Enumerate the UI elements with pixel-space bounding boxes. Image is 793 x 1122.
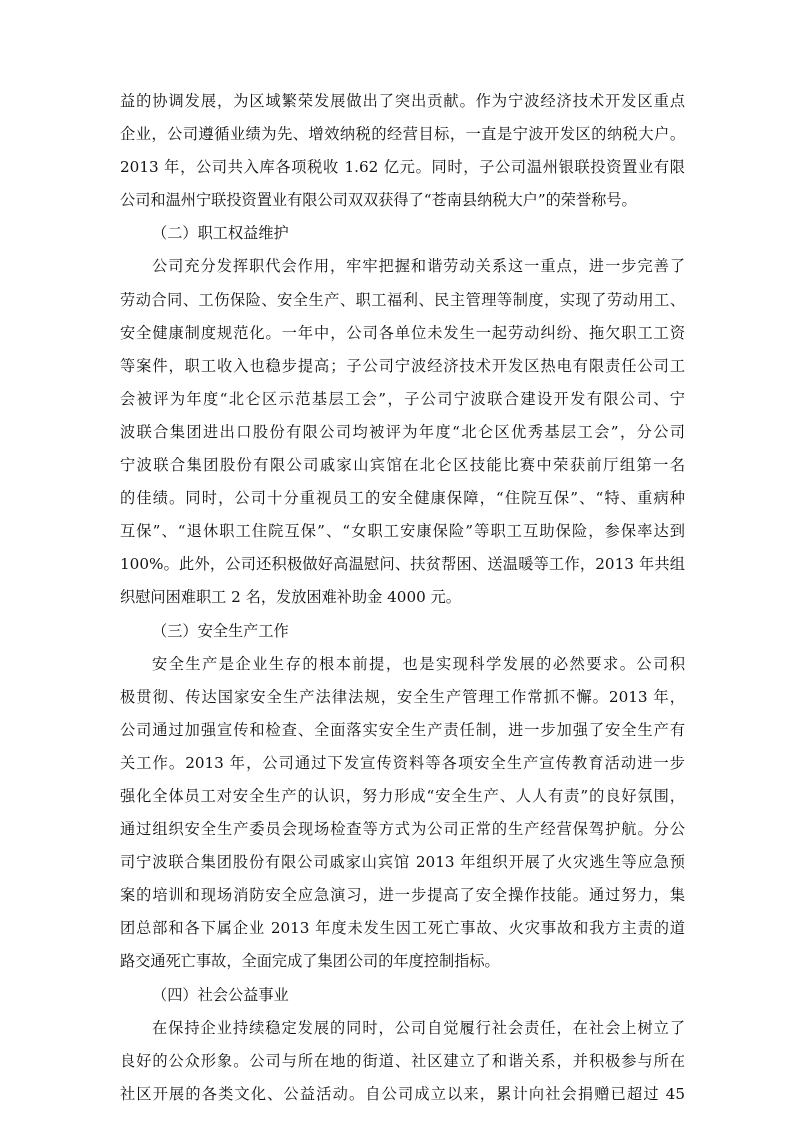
section-heading: （三）安全生产工作	[152, 621, 289, 640]
text-line: 等案件，职工收入也稳步提高；子公司宁波经济技术开发区热电有限责任公司工	[120, 356, 685, 375]
text-line: 会被评为年度“北仑区示范基层工会”，子公司宁波联合建设开发有限公司、宁	[120, 389, 685, 408]
text-line: 司宁波联合集团股份有限公司戚家山宾馆 2013 年组织开展了火灾逃生等应急预	[120, 853, 685, 872]
text-line: 关工作。2013 年，公司通过下发宣传资料等各项安全生产宣传教育活动进一步	[120, 753, 685, 772]
text-line: 强化全体员工对安全生产的认识，努力形成“安全生产、人人有责”的良好氛围，	[120, 786, 685, 805]
text-line: 益的协调发展，为区域繁荣发展做出了突出贡献。作为宁波经济技术开发区重点	[120, 92, 685, 110]
section-heading: （四）社会公益事业	[152, 985, 289, 1004]
document-page	[120, 85, 685, 1111]
text-line: 劳动合同、工伤保险、安全生产、职工福利、民主管理等制度，实现了劳动用工、	[120, 290, 685, 309]
text-line: 通过组织安全生产委员会现场检查等方式为公司正常的生产经营保驾护航。分公	[120, 820, 685, 839]
text-line: 极贯彻、传达国家安全生产法律法规，安全生产管理工作常抓不懈。2013 年，	[120, 687, 685, 706]
paragraph-first-line: 公司充分发挥职代会作用，牢牢把握和谐劳动关系这一重点，进一步完善了	[152, 257, 685, 276]
text-line: 织慰问困难职工 2 名，发放困难补助金 4000 元。	[120, 588, 461, 607]
text-line: 企业，公司遵循业绩为先、增效纳税的经营目标，一直是宁波开发区的纳税大户。	[120, 125, 685, 144]
text-line: 互保”、“退休职工住院互保”、“女职工安康保险”等职工互助保险，参保率达到	[120, 522, 685, 541]
text-line: 路交通死亡事故，全面完成了集团公司的年度控制指标。	[120, 952, 500, 971]
text-line: 波联合集团进出口股份有限公司均被评为年度“北仑区优秀基层工会”，分公司	[120, 422, 685, 441]
text-line: 团总部和各下属企业 2013 年度未发生因工死亡事故、火灾事故和我方主责的道	[120, 919, 685, 938]
section-heading: （二）职工权益维护	[152, 224, 289, 243]
text-line: 安全健康制度规范化。一年中，公司各单位未发生一起劳动纠纷、拖欠职工工资	[120, 323, 685, 342]
text-line: 公司通过加强宣传和检查、全面落实安全生产责任制，进一步加强了安全生产有	[120, 720, 685, 739]
text-line: 2013 年，公司共入库各项税收 1.62 亿元。同时，子公司温州银联投资置业有限	[120, 158, 685, 177]
text-line: 良好的公众形象。公司与所在地的街道、社区建立了和谐关系，并积极参与所在	[120, 1051, 685, 1070]
text-line: 宁波联合集团股份有限公司戚家山宾馆在北仑区技能比赛中荣获前厅组第一名	[120, 456, 685, 475]
text-line: 公司和温州宁联投资置业有限公司双双获得了“苍南县纳税大户”的荣誉称号。	[120, 191, 637, 210]
paragraph-first-line: 在保持企业持续稳定发展的同时，公司自觉履行社会责任，在社会上树立了	[152, 1018, 685, 1037]
text-line: 100%。此外，公司还积极做好高温慰问、扶贫帮困、送温暖等工作，2013 年共组	[120, 555, 685, 574]
text-line: 社区开展的各类文化、公益活动。自公司成立以来，累计向社会捐赠已超过 45	[120, 1084, 685, 1103]
text-line: 的佳绩。同时，公司十分重视员工的安全健康保障，“住院互保”、“特、重病种	[120, 489, 685, 508]
text-line: 案的培训和现场消防安全应急演习，进一步提高了安全操作技能。通过努力，集	[120, 886, 685, 905]
paragraph-first-line: 安全生产是企业生存的根本前提，也是实现科学发展的必然要求。公司积	[152, 654, 685, 673]
